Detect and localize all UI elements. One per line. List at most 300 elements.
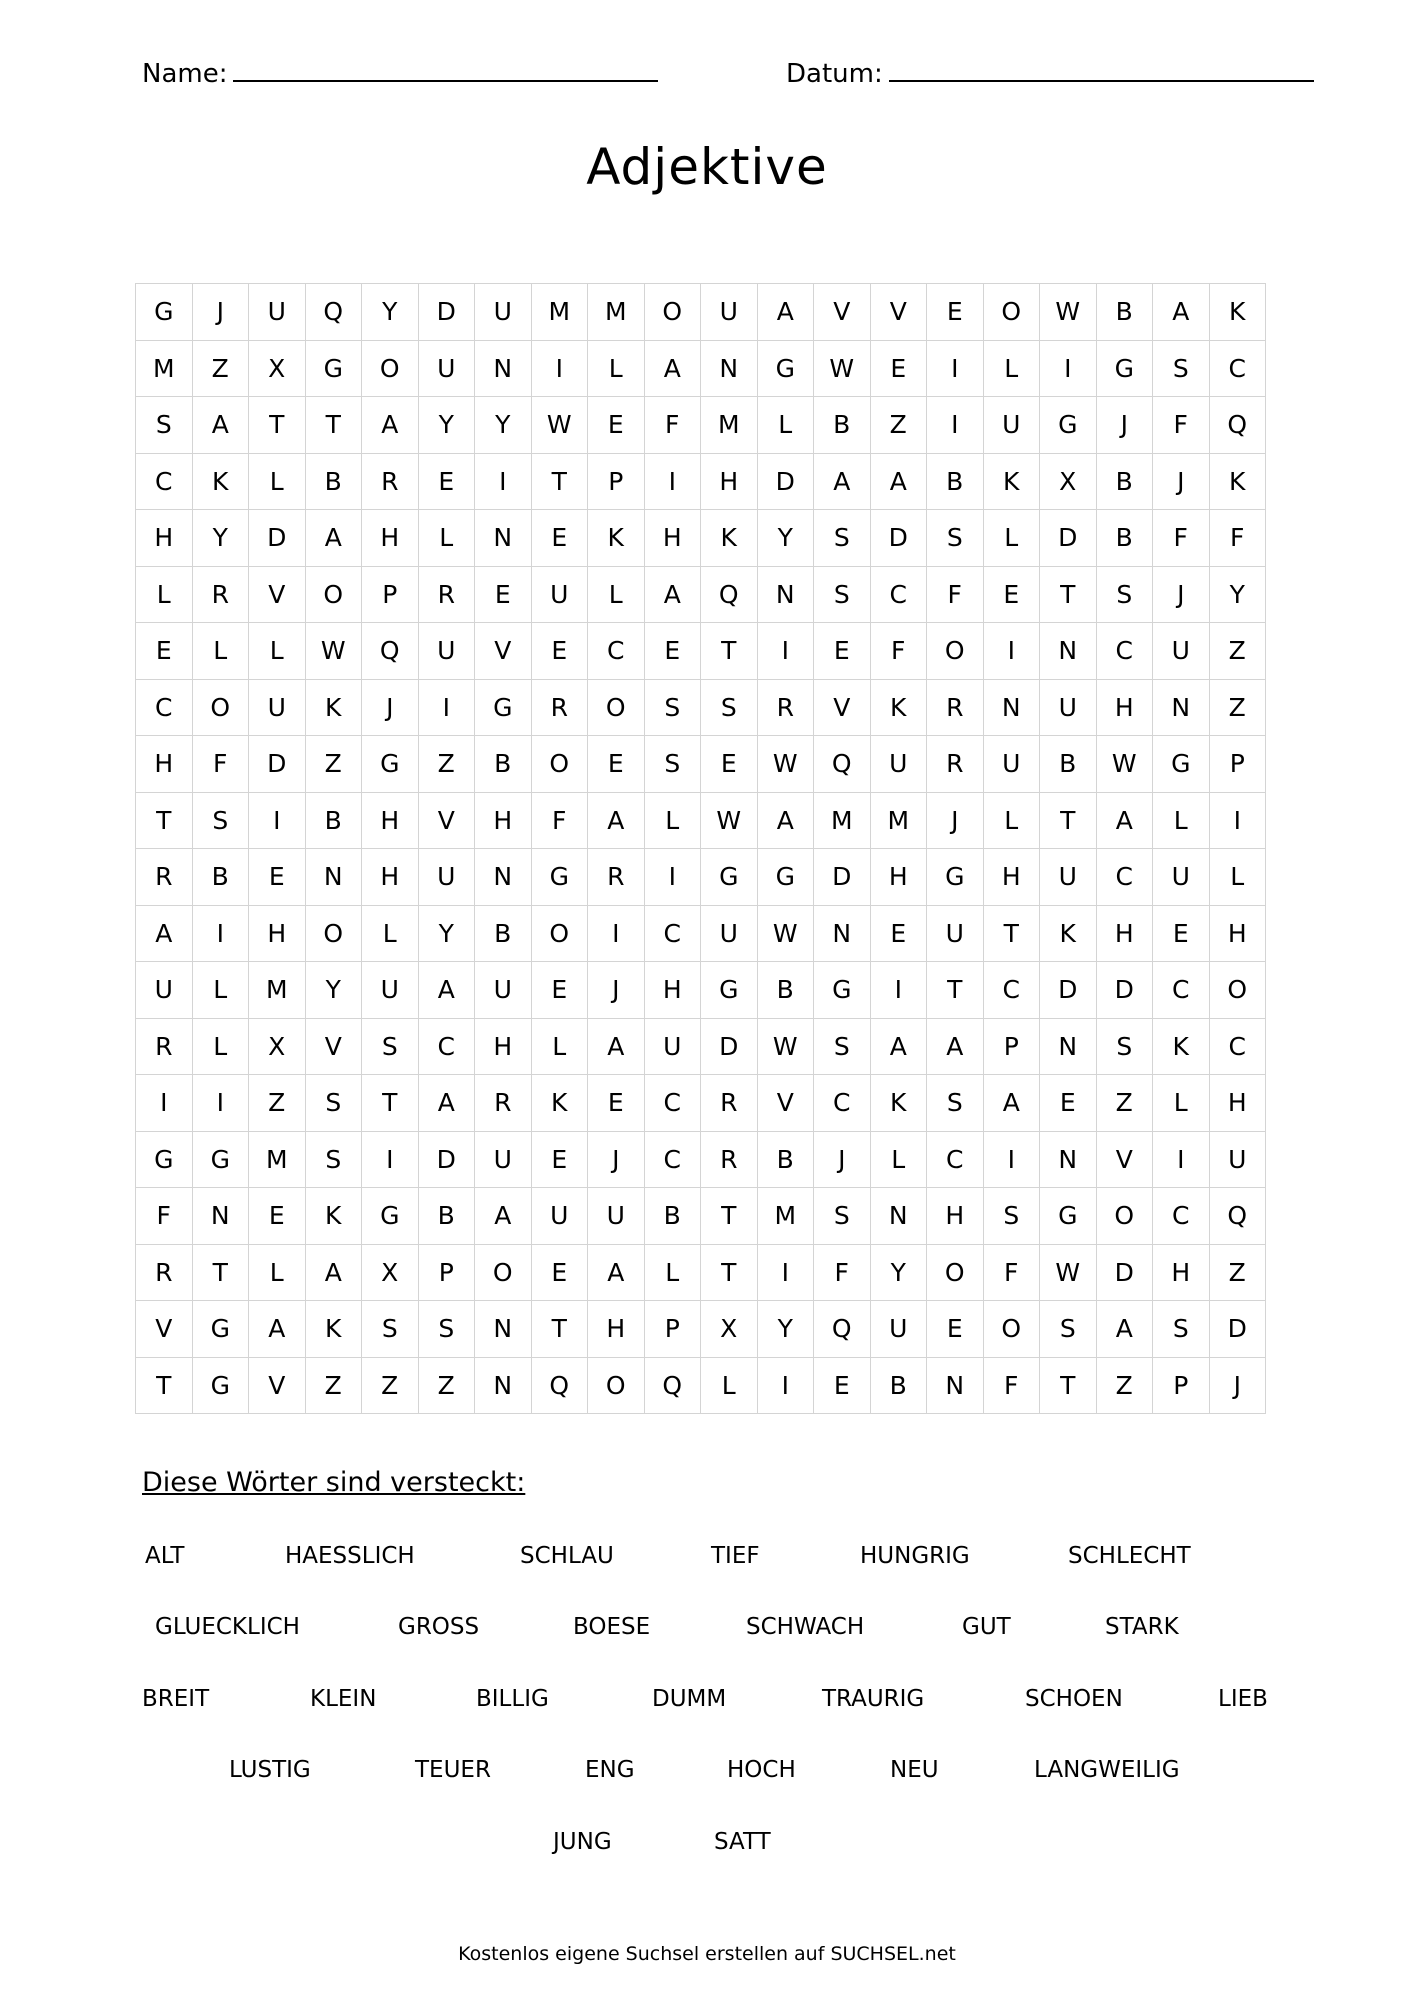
- word-item: HOCH: [727, 1757, 796, 1783]
- grid-cell: V: [249, 566, 306, 623]
- grid-cell: L: [531, 1018, 588, 1075]
- grid-cell: H: [475, 1018, 532, 1075]
- grid-cell: H: [870, 849, 927, 906]
- grid-cell: B: [418, 1188, 475, 1245]
- grid-cell: Z: [1096, 1357, 1153, 1414]
- grid-cell: C: [814, 1075, 871, 1132]
- word-item: LANGWEILIG: [1034, 1757, 1180, 1783]
- grid-cell: L: [588, 566, 645, 623]
- grid-row: [136, 284, 1266, 341]
- grid-cell: G: [531, 849, 588, 906]
- grid-cell: F: [531, 792, 588, 849]
- grid-cell: L: [644, 792, 701, 849]
- grid-cell: I: [362, 1131, 419, 1188]
- grid-row: [136, 1244, 1266, 1301]
- grid-cell: W: [1040, 284, 1097, 341]
- grid-row: [136, 905, 1266, 962]
- word-search-grid: [135, 283, 1266, 1414]
- grid-cell: L: [249, 623, 306, 680]
- grid-cell: U: [475, 1131, 532, 1188]
- grid-cell: K: [305, 1188, 362, 1245]
- grid-cell: L: [1153, 1075, 1210, 1132]
- word-item: HUNGRIG: [860, 1543, 970, 1569]
- grid-cell: A: [305, 510, 362, 567]
- grid-cell: T: [927, 962, 984, 1019]
- grid-cell: Z: [1209, 1244, 1266, 1301]
- grid-cell: Y: [305, 962, 362, 1019]
- grid-cell: I: [136, 1075, 193, 1132]
- grid-cell: U: [644, 1018, 701, 1075]
- grid-cell: S: [1096, 566, 1153, 623]
- grid-cell: V: [305, 1018, 362, 1075]
- grid-cell: O: [475, 1244, 532, 1301]
- grid-cell: O: [1096, 1188, 1153, 1245]
- grid-cell: G: [362, 736, 419, 793]
- grid-cell: D: [870, 510, 927, 567]
- word-item: TRAURIG: [822, 1686, 925, 1712]
- grid-cell: N: [475, 340, 532, 397]
- grid-cell: K: [870, 679, 927, 736]
- grid-cell: Q: [362, 623, 419, 680]
- grid-cell: B: [1096, 510, 1153, 567]
- grid-cell: X: [362, 1244, 419, 1301]
- grid-cell: G: [362, 1188, 419, 1245]
- grid-cell: I: [757, 1357, 814, 1414]
- grid-cell: N: [1153, 679, 1210, 736]
- grid-cell: O: [588, 1357, 645, 1414]
- grid-cell: L: [192, 623, 249, 680]
- grid-cell: K: [588, 510, 645, 567]
- grid-cell: M: [588, 284, 645, 341]
- grid-cell: C: [1153, 962, 1210, 1019]
- word-item: STARK: [1105, 1614, 1179, 1640]
- grid-cell: T: [136, 792, 193, 849]
- grid-cell: M: [531, 284, 588, 341]
- grid-cell: D: [249, 510, 306, 567]
- grid-cell: A: [983, 1075, 1040, 1132]
- grid-cell: R: [136, 1018, 193, 1075]
- grid-cell: A: [1153, 284, 1210, 341]
- grid-cell: T: [983, 905, 1040, 962]
- grid-cell: S: [192, 792, 249, 849]
- grid-row: [136, 453, 1266, 510]
- grid-cell: S: [362, 1018, 419, 1075]
- grid-cell: E: [644, 623, 701, 680]
- grid-cell: M: [814, 792, 871, 849]
- grid-cell: A: [644, 566, 701, 623]
- grid-cell: J: [927, 792, 984, 849]
- grid-cell: R: [136, 849, 193, 906]
- grid-cell: E: [588, 397, 645, 454]
- grid-cell: N: [927, 1357, 984, 1414]
- grid-cell: G: [814, 962, 871, 1019]
- name-field: [142, 52, 658, 89]
- word-item: SCHOEN: [1025, 1686, 1123, 1712]
- grid-cell: E: [588, 736, 645, 793]
- grid-cell: W: [701, 792, 758, 849]
- grid-cell: W: [814, 340, 871, 397]
- grid-cell: I: [757, 623, 814, 680]
- grid-cell: G: [305, 340, 362, 397]
- grid-cell: R: [475, 1075, 532, 1132]
- grid-cell: S: [927, 1075, 984, 1132]
- grid-cell: L: [1209, 849, 1266, 906]
- grid-cell: U: [701, 284, 758, 341]
- grid-cell: F: [814, 1244, 871, 1301]
- grid-cell: H: [983, 849, 1040, 906]
- grid-cell: R: [588, 849, 645, 906]
- grid-cell: Z: [418, 736, 475, 793]
- word-item: LUSTIG: [229, 1757, 311, 1783]
- grid-cell: O: [305, 905, 362, 962]
- grid-cell: G: [192, 1131, 249, 1188]
- grid-cell: I: [927, 397, 984, 454]
- grid-cell: S: [1153, 1301, 1210, 1358]
- grid-cell: U: [418, 340, 475, 397]
- grid-cell: U: [1040, 849, 1097, 906]
- grid-cell: A: [814, 453, 871, 510]
- grid-cell: A: [927, 1018, 984, 1075]
- grid-cell: E: [870, 905, 927, 962]
- grid-cell: H: [136, 736, 193, 793]
- grid-cell: P: [362, 566, 419, 623]
- grid-cell: L: [701, 1357, 758, 1414]
- grid-cell: L: [1153, 792, 1210, 849]
- grid-cell: A: [588, 1018, 645, 1075]
- grid-cell: I: [927, 340, 984, 397]
- grid-cell: S: [136, 397, 193, 454]
- grid-cell: F: [192, 736, 249, 793]
- word-item: LIEB: [1218, 1686, 1268, 1712]
- grid-cell: Z: [249, 1075, 306, 1132]
- grid-cell: G: [701, 962, 758, 1019]
- grid-cell: J: [192, 284, 249, 341]
- grid-cell: W: [1096, 736, 1153, 793]
- grid-cell: O: [644, 284, 701, 341]
- grid-cell: D: [757, 453, 814, 510]
- grid-cell: S: [927, 510, 984, 567]
- grid-cell: G: [757, 849, 814, 906]
- grid-cell: O: [588, 679, 645, 736]
- grid-cell: R: [757, 679, 814, 736]
- grid-cell: R: [701, 1075, 758, 1132]
- grid-cell: Q: [701, 566, 758, 623]
- grid-cell: A: [249, 1301, 306, 1358]
- grid-cell: R: [418, 566, 475, 623]
- grid-cell: E: [814, 1357, 871, 1414]
- grid-cell: C: [1153, 1188, 1210, 1245]
- grid-cell: B: [927, 453, 984, 510]
- grid-cell: N: [475, 1357, 532, 1414]
- grid-cell: R: [927, 736, 984, 793]
- grid-cell: N: [814, 905, 871, 962]
- grid-cell: Z: [418, 1357, 475, 1414]
- page-title: Adjektive: [586, 138, 828, 196]
- word-item: JUNG: [553, 1829, 612, 1855]
- grid-cell: K: [870, 1075, 927, 1132]
- grid-cell: W: [757, 905, 814, 962]
- grid-cell: A: [1096, 792, 1153, 849]
- word-item: ENG: [585, 1757, 635, 1783]
- grid-cell: G: [1040, 1188, 1097, 1245]
- grid-cell: E: [249, 849, 306, 906]
- grid-cell: H: [1096, 679, 1153, 736]
- grid-cell: A: [362, 397, 419, 454]
- grid-cell: D: [701, 1018, 758, 1075]
- grid-cell: V: [814, 284, 871, 341]
- grid-cell: G: [136, 284, 193, 341]
- grid-cell: I: [531, 340, 588, 397]
- grid-cell: T: [1040, 566, 1097, 623]
- grid-cell: B: [644, 1188, 701, 1245]
- grid-cell: D: [1209, 1301, 1266, 1358]
- grid-cell: K: [305, 679, 362, 736]
- grid-cell: T: [1040, 1357, 1097, 1414]
- grid-row: [136, 510, 1266, 567]
- grid-row: [136, 962, 1266, 1019]
- grid-cell: D: [249, 736, 306, 793]
- grid-cell: J: [362, 679, 419, 736]
- grid-cell: O: [983, 284, 1040, 341]
- word-item: GLUECKLICH: [155, 1614, 300, 1640]
- grid-cell: R: [362, 453, 419, 510]
- grid-cell: H: [927, 1188, 984, 1245]
- grid-cell: C: [927, 1131, 984, 1188]
- grid-cell: S: [305, 1131, 362, 1188]
- grid-cell: H: [701, 453, 758, 510]
- grid-cell: D: [1096, 1244, 1153, 1301]
- grid-cell: E: [983, 566, 1040, 623]
- grid-cell: O: [531, 905, 588, 962]
- grid-cell: J: [1096, 397, 1153, 454]
- grid-cell: F: [1209, 510, 1266, 567]
- grid-cell: B: [757, 1131, 814, 1188]
- grid-cell: E: [531, 1131, 588, 1188]
- grid-cell: L: [418, 510, 475, 567]
- grid-cell: V: [1096, 1131, 1153, 1188]
- word-list-heading: Diese Wörter sind versteckt:: [142, 1467, 526, 1498]
- grid-cell: E: [531, 1244, 588, 1301]
- grid-cell: C: [644, 1075, 701, 1132]
- grid-cell: M: [249, 962, 306, 1019]
- grid-cell: N: [1040, 1018, 1097, 1075]
- grid-cell: B: [757, 962, 814, 1019]
- grid-row: [136, 849, 1266, 906]
- grid-cell: A: [757, 284, 814, 341]
- grid-cell: N: [983, 679, 1040, 736]
- grid-cell: K: [701, 510, 758, 567]
- grid-cell: M: [249, 1131, 306, 1188]
- grid-cell: U: [1153, 623, 1210, 680]
- grid-cell: Z: [305, 736, 362, 793]
- grid-cell: H: [1153, 1244, 1210, 1301]
- grid-cell: R: [192, 566, 249, 623]
- grid-cell: L: [192, 1018, 249, 1075]
- grid-cell: J: [588, 1131, 645, 1188]
- grid-cell: G: [136, 1131, 193, 1188]
- date-blank-line: [889, 52, 1314, 82]
- grid-cell: Y: [475, 397, 532, 454]
- grid-cell: R: [136, 1244, 193, 1301]
- grid-cell: E: [1153, 905, 1210, 962]
- grid-cell: S: [644, 679, 701, 736]
- grid-cell: Z: [870, 397, 927, 454]
- grid-cell: S: [305, 1075, 362, 1132]
- grid-cell: D: [1040, 510, 1097, 567]
- grid-cell: B: [475, 905, 532, 962]
- grid-cell: M: [701, 397, 758, 454]
- grid-cell: C: [418, 1018, 475, 1075]
- grid-cell: D: [1096, 962, 1153, 1019]
- grid-row: [136, 679, 1266, 736]
- grid-cell: R: [701, 1131, 758, 1188]
- grid-row: [136, 1357, 1266, 1414]
- grid-cell: L: [362, 905, 419, 962]
- grid-cell: N: [192, 1188, 249, 1245]
- grid-cell: N: [475, 510, 532, 567]
- grid-cell: C: [983, 962, 1040, 1019]
- grid-cell: H: [1209, 1075, 1266, 1132]
- grid-cell: D: [1040, 962, 1097, 1019]
- grid-cell: M: [870, 792, 927, 849]
- grid-cell: U: [418, 849, 475, 906]
- grid-cell: S: [814, 566, 871, 623]
- grid-cell: V: [870, 284, 927, 341]
- grid-cell: G: [757, 340, 814, 397]
- grid-cell: T: [531, 1301, 588, 1358]
- grid-cell: Z: [1096, 1075, 1153, 1132]
- grid-cell: H: [136, 510, 193, 567]
- word-item: SCHLAU: [520, 1543, 614, 1569]
- grid-cell: C: [870, 566, 927, 623]
- grid-cell: U: [1040, 679, 1097, 736]
- grid-cell: I: [644, 849, 701, 906]
- grid-row: [136, 1131, 1266, 1188]
- grid-cell: I: [588, 905, 645, 962]
- grid-cell: K: [983, 453, 1040, 510]
- grid-cell: T: [136, 1357, 193, 1414]
- grid-cell: S: [701, 679, 758, 736]
- grid-cell: E: [927, 284, 984, 341]
- grid-cell: U: [475, 284, 532, 341]
- grid-cell: P: [588, 453, 645, 510]
- grid-cell: E: [701, 736, 758, 793]
- grid-cell: J: [814, 1131, 871, 1188]
- grid-cell: V: [418, 792, 475, 849]
- footer-credit: Kostenlos eigene Suchsel erstellen auf SUCHSEL.net: [458, 1943, 956, 1965]
- grid-cell: S: [983, 1188, 1040, 1245]
- grid-cell: C: [1096, 623, 1153, 680]
- grid-cell: U: [249, 679, 306, 736]
- grid-row: [136, 623, 1266, 680]
- grid-cell: L: [588, 340, 645, 397]
- grid-cell: B: [305, 453, 362, 510]
- grid-cell: C: [136, 679, 193, 736]
- grid-cell: B: [1096, 284, 1153, 341]
- grid-cell: A: [870, 1018, 927, 1075]
- grid-cell: U: [1153, 849, 1210, 906]
- grid-cell: T: [531, 453, 588, 510]
- grid-cell: L: [983, 510, 1040, 567]
- grid-cell: I: [983, 1131, 1040, 1188]
- word-item: GUT: [962, 1614, 1011, 1640]
- grid-cell: L: [870, 1131, 927, 1188]
- grid-cell: F: [983, 1244, 1040, 1301]
- grid-cell: V: [757, 1075, 814, 1132]
- grid-cell: N: [475, 849, 532, 906]
- grid-cell: P: [1209, 736, 1266, 793]
- word-item: HAESSLICH: [285, 1543, 415, 1569]
- grid-cell: O: [1209, 962, 1266, 1019]
- grid-cell: T: [701, 1188, 758, 1245]
- grid-cell: I: [870, 962, 927, 1019]
- grid-cell: O: [927, 1244, 984, 1301]
- grid-cell: Q: [644, 1357, 701, 1414]
- grid-cell: N: [701, 340, 758, 397]
- grid-cell: I: [1153, 1131, 1210, 1188]
- grid-row: [136, 1301, 1266, 1358]
- grid-cell: O: [192, 679, 249, 736]
- grid-cell: H: [644, 510, 701, 567]
- grid-cell: N: [475, 1301, 532, 1358]
- grid-cell: E: [475, 566, 532, 623]
- grid-cell: J: [1153, 453, 1210, 510]
- grid-cell: Q: [814, 736, 871, 793]
- grid-cell: O: [531, 736, 588, 793]
- grid-row: [136, 1018, 1266, 1075]
- grid-cell: B: [814, 397, 871, 454]
- grid-cell: L: [249, 1244, 306, 1301]
- grid-cell: Z: [192, 340, 249, 397]
- grid-cell: L: [983, 340, 1040, 397]
- grid-cell: X: [249, 1018, 306, 1075]
- grid-cell: I: [249, 792, 306, 849]
- grid-cell: A: [418, 1075, 475, 1132]
- grid-cell: P: [644, 1301, 701, 1358]
- grid-cell: L: [644, 1244, 701, 1301]
- grid-cell: S: [1096, 1018, 1153, 1075]
- grid-cell: K: [192, 453, 249, 510]
- grid-cell: H: [1209, 905, 1266, 962]
- word-item: BILLIG: [476, 1686, 549, 1712]
- grid-cell: I: [1209, 792, 1266, 849]
- grid-cell: T: [362, 1075, 419, 1132]
- grid-cell: T: [701, 623, 758, 680]
- grid-cell: U: [531, 566, 588, 623]
- grid-cell: A: [757, 792, 814, 849]
- grid-cell: F: [870, 623, 927, 680]
- grid-cell: L: [757, 397, 814, 454]
- word-item: DUMM: [652, 1686, 727, 1712]
- grid-cell: K: [305, 1301, 362, 1358]
- grid-cell: B: [1096, 453, 1153, 510]
- grid-cell: S: [814, 1188, 871, 1245]
- grid-cell: M: [136, 340, 193, 397]
- grid-cell: B: [305, 792, 362, 849]
- grid-cell: V: [475, 623, 532, 680]
- grid-cell: H: [588, 1301, 645, 1358]
- grid-cell: S: [1153, 340, 1210, 397]
- word-item: SATT: [714, 1829, 771, 1855]
- grid-cell: E: [927, 1301, 984, 1358]
- grid-cell: D: [814, 849, 871, 906]
- grid-cell: Z: [1209, 623, 1266, 680]
- grid-cell: U: [701, 905, 758, 962]
- grid-cell: B: [475, 736, 532, 793]
- grid-cell: H: [644, 962, 701, 1019]
- grid-cell: G: [1040, 397, 1097, 454]
- grid-cell: E: [531, 510, 588, 567]
